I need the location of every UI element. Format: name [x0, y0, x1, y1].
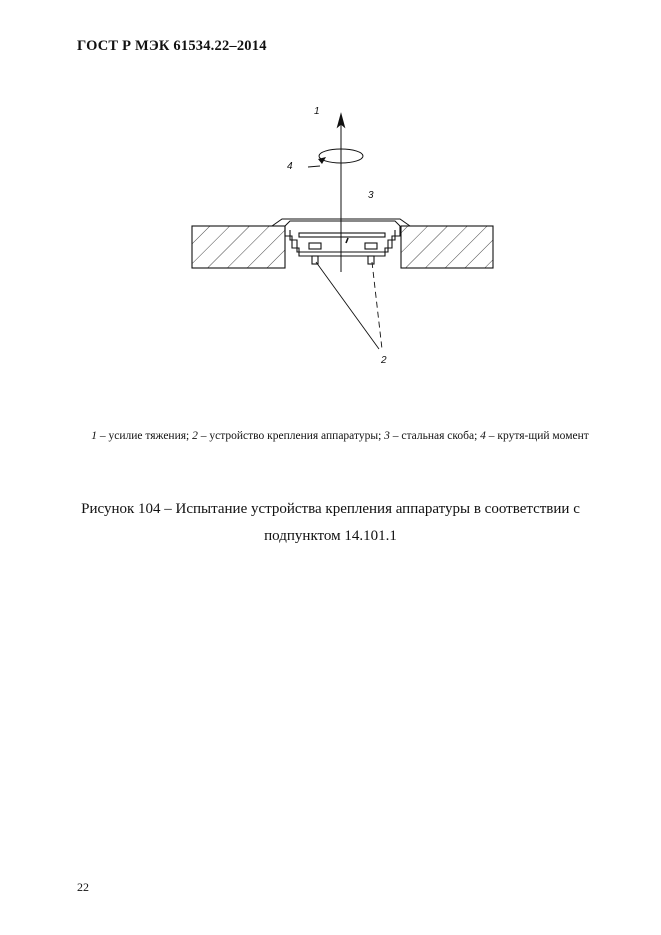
- fixing-device: [285, 226, 400, 264]
- torque-arrow: [308, 149, 363, 167]
- legend-text-2: – устройство крепления аппаратуры;: [197, 430, 385, 442]
- pull-force-axis: [338, 114, 345, 272]
- leader-lines: [316, 262, 382, 349]
- legend-text-4: – крутя-щий момент: [485, 430, 589, 442]
- figure-legend: [60, 425, 620, 448]
- caption-line-1: Рисунок 104 – Испытание устройства крепления аппаратуры в соответствии с: [81, 501, 580, 517]
- label-3: 3: [368, 190, 374, 201]
- legend-text-3: – стальная скоба;: [389, 430, 481, 442]
- label-2: 2: [381, 355, 387, 366]
- mounting-block-left: [192, 226, 285, 268]
- legend-text-1: – усилие тяжения;: [96, 430, 193, 442]
- label-1: 1: [314, 106, 320, 117]
- legend-num-2: 2: [192, 430, 198, 442]
- test-setup-drawing: [0, 0, 661, 400]
- figure-caption: [40, 496, 621, 550]
- caption-line-2: подпунктом 14.101.1: [264, 528, 397, 544]
- legend-num-1: 1: [91, 430, 97, 442]
- document-header: ГОСТ Р МЭК 61534.22–2014: [77, 38, 267, 54]
- page-number: 22: [77, 880, 89, 894]
- mounting-block-right: [401, 226, 493, 268]
- legend-num-4: 4: [480, 430, 486, 442]
- legend-num-3: 3: [384, 430, 390, 442]
- label-4: 4: [287, 161, 293, 172]
